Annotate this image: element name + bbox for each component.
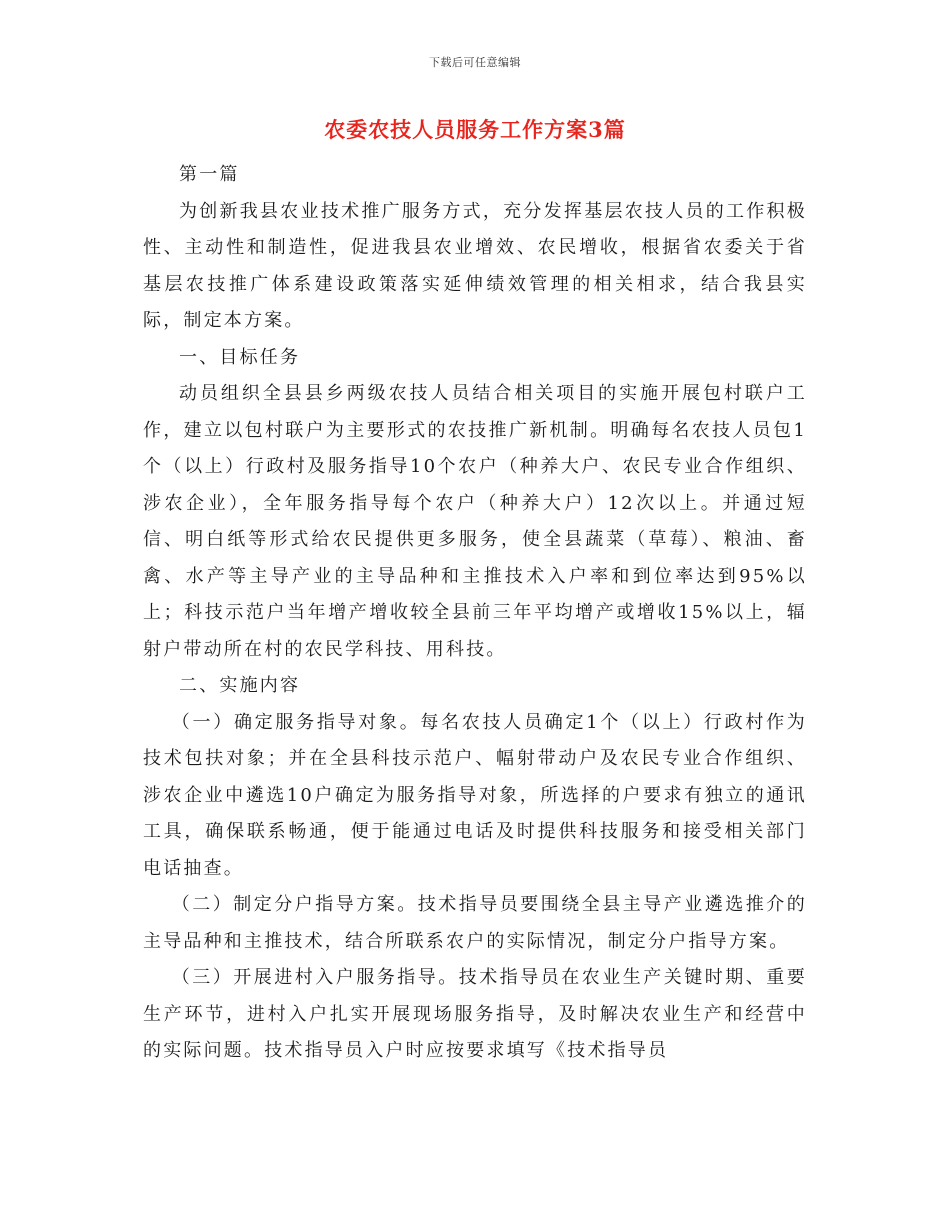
heading-goals: 一、目标任务 bbox=[179, 346, 301, 368]
header-note: 下载后可任意编辑 bbox=[429, 56, 521, 69]
paragraph-item-3: （三）开展进村入户服务指导。技术指导员在农业生产关键时期、重要生产环节，进村入户扎实开展现场服务指导，及时解决农业生产和经营中的实际问题。技术指导员入户时应按要求填写《技术指导员 bbox=[143, 967, 807, 1061]
paragraph-item-2: （二）制定分户指导方案。技术指导员要围绕全县主导产业遴选推介的主导品种和主推技术，结合所联系农户的实际情况，制定分户指导方案。 bbox=[143, 894, 807, 952]
document-title: 农委农技人员服务工作方案3篇 bbox=[324, 117, 626, 142]
section-label-first-part: 第一篇 bbox=[179, 164, 240, 185]
paragraph-goals: 动员组织全县县乡两级农技人员结合相关项目的实施开展包村联户工作，建立以包村联户为主要形式的农技推广新机制。明确每名农技人员包1个（以上）行政村及服务指导10个农户（种养大户、农民专业合作组织、涉农企业），全年服务指导每个农户（种养大户）12次以上。并通过短信、明白纸等形式给农民提供更多服务，使全县蔬菜（草莓）、粮油、畜禽、水产等主导产业的主导品种和主推技术入户率和到位率达到95%以上；科技示范户当年增产增收较全县前三年平均增产或增收15%以上，辐射户带动所在村的农民学科技、用科技。 bbox=[143, 383, 807, 660]
paragraph-intro: 为创新我县农业技术推广服务方式，充分发挥基层农技人员的工作积极性、主动性和制造性，促进我县农业增效、农民增收，根据省农委关于省基层农技推广体系建设政策落实延伸绩效管理的相关相求，结合我县实际，制定本方案。 bbox=[143, 200, 807, 331]
document-body bbox=[143, 157, 807, 1070]
paragraph-item-1: （一）确定服务指导对象。每名农技人员确定1个（以上）行政村作为技术包扶对象；并在全县科技示范户、幅射带动户及农民专业合作组织、涉农企业中遴选10户确定为服务指导对象，所选择的户要求有独立的通讯工具，确保联系畅通，便于能通过电话及时提供科技服务和接受相关部门电话抽查。 bbox=[143, 711, 807, 879]
heading-implementation: 二、实施内容 bbox=[179, 675, 301, 696]
